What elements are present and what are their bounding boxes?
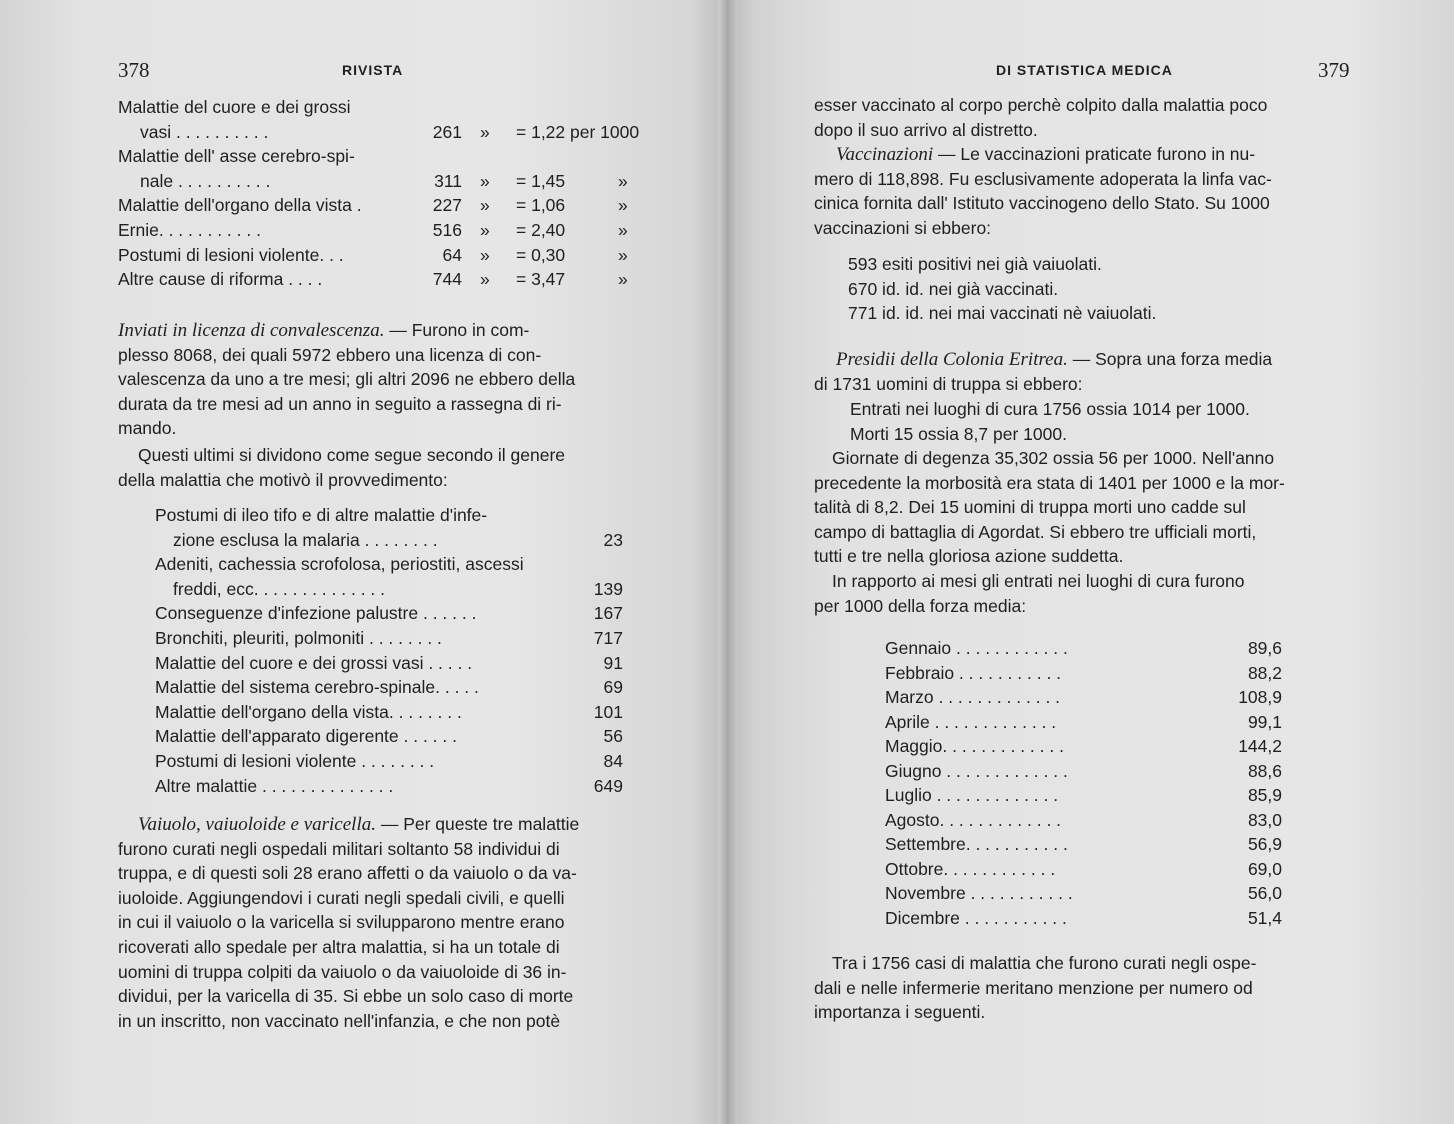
- list-item-label: zione esclusa la malaria . . . . . . . .: [173, 529, 438, 550]
- month-label: Settembre. . . . . . . . . . .: [885, 834, 1068, 854]
- table-cell-number: 744: [432, 269, 462, 290]
- table-cell-mark: »: [480, 269, 490, 290]
- para-line: plesso 8068, dei quali 5972 ebbero una licenza di con-: [118, 344, 542, 365]
- para-line: valescenza da uno a tre mesi; gli altri 2096 ne ebbero della: [118, 369, 576, 390]
- table-row: [885, 636, 1282, 661]
- table-cell-number: 516: [432, 219, 462, 240]
- table-cell-rate: = 1,45: [516, 170, 566, 191]
- table-cell-label: Ernie. . . . . . . . . . .: [118, 219, 261, 240]
- para-line: mando.: [118, 418, 177, 439]
- list-item-value: 56: [603, 726, 623, 747]
- table-cell-label: Malattie dell' asse cerebro-spi-: [118, 146, 355, 167]
- para-line: ricoverati allo spedale per altra malattia, si ha un totale di: [118, 936, 560, 957]
- list-item: Morti 15 ossia 8,7 per 1000.: [850, 423, 1067, 444]
- month-value: 99,1: [1247, 711, 1282, 732]
- month-label: Ottobre. . . . . . . . . . . .: [885, 858, 1056, 879]
- para-line: In rapporto ai mesi gli entrati nei luoghi di cura furono: [832, 570, 1245, 591]
- para-line: Tra i 1756 casi di malattia che furono curati negli ospe-: [832, 953, 1257, 973]
- month-value: 85,9: [1247, 785, 1282, 805]
- month-label: Aprile . . . . . . . . . . . . .: [885, 711, 1057, 732]
- para-line: vaccinazioni si ebbero:: [814, 217, 992, 238]
- para-esser-vaccinato: [814, 93, 1267, 142]
- table-cell-rate: = 0,30: [516, 244, 566, 265]
- list-item-label: Altre malattie . . . . . . . . . . . . . .: [155, 775, 394, 796]
- right-running-head: DI STATISTICA MEDICA: [996, 62, 1173, 78]
- list-item: [155, 774, 623, 799]
- table-cell-number: 227: [432, 195, 462, 216]
- table-row: [885, 685, 1282, 710]
- month-value: 56,0: [1247, 883, 1282, 903]
- table-row: [118, 193, 658, 218]
- para-line: importanza i seguenti.: [814, 1002, 986, 1023]
- list-item: [155, 626, 623, 651]
- table-row: [118, 144, 658, 169]
- list-item: [155, 601, 623, 626]
- para-line: in cui il vaiuolo o la varicella si svilupparono mentre erano: [118, 912, 565, 933]
- table-cell-mark: »: [480, 170, 490, 191]
- table-cell-number: 64: [442, 244, 462, 265]
- table-cell-label: Malattie dell'organo della vista .: [118, 195, 362, 216]
- para-line: [118, 318, 575, 343]
- table-row: [885, 808, 1282, 833]
- para-giornate: [814, 446, 1285, 618]
- table-cell-mark: »: [480, 195, 490, 216]
- list-item-value: 23: [603, 529, 623, 550]
- para-heading-italic: Presidii della Colonia Eritrea.: [836, 349, 1068, 370]
- para-line: precedente la morbosità era stata di 1401 per 1000 e la mor-: [814, 472, 1285, 493]
- table-row: [118, 95, 658, 120]
- para-heading-italic: Vaiuolo, vaiuoloide e varicella.: [138, 814, 376, 835]
- para-vaiuolo: [118, 812, 579, 1033]
- table-cell-label: Postumi di lesioni violente. . .: [118, 244, 344, 265]
- para-line-text: — Le vaccinazioni praticate furono in nu-: [933, 144, 1256, 164]
- table-cell-number: 261: [432, 121, 462, 142]
- para-line: esser vaccinato al corpo perchè colpito dalla malattia poco: [814, 95, 1268, 115]
- list-item-label: freddi, ecc. . . . . . . . . . . . . .: [173, 578, 386, 599]
- table-row: [885, 783, 1282, 808]
- para-line: talità di 8,2. Dei 15 uomini di truppa morti uno cadde sul: [814, 497, 1246, 518]
- table-cell-mark: »: [618, 219, 628, 240]
- para-line: in un inscritto, non vaccinato nell'infanzia, e che non potè: [118, 1010, 561, 1031]
- table-cell-mark: »: [618, 269, 628, 290]
- list-item-value: 84: [603, 750, 623, 771]
- table-cell-label: Altre cause di riforma . . . .: [118, 269, 323, 290]
- para-questi-ultimi: [118, 443, 565, 492]
- para-line: della malattia che motivò il provvedimento:: [118, 469, 448, 490]
- para-line: campo di battaglia di Agordat. Si ebbero tre ufficiali morti,: [814, 521, 1257, 542]
- month-value: 88,6: [1247, 760, 1282, 781]
- para-vaccinazioni: [814, 142, 1272, 240]
- para-heading-italic: Vaccinazioni: [836, 144, 934, 165]
- list-item: 670 id. id. nei già vaccinati.: [848, 278, 1059, 299]
- list-item-value: 649: [593, 775, 623, 796]
- para-line: dali e nelle infermerie meritano menzione per numero od: [814, 977, 1253, 998]
- month-value: 56,9: [1247, 834, 1282, 854]
- para-eritrea: [814, 347, 1272, 396]
- para-line: per 1000 della forza media:: [814, 595, 1027, 616]
- list-item-label: Postumi di lesioni violente . . . . . . . .: [155, 750, 435, 771]
- list-item-label: Bronchiti, pleuriti, polmoniti . . . . . . . .: [155, 627, 442, 648]
- table-cell-number: 311: [434, 170, 462, 191]
- list-item-value: 69: [603, 677, 623, 698]
- para-line: dopo il suo arrivo al distretto.: [814, 119, 1038, 140]
- right-page-number: 379: [1318, 58, 1350, 82]
- para-line: Questi ultimi si dividono come segue secondo il genere: [138, 445, 566, 465]
- para-line: durata da tre mesi ad un anno in seguito a rassegna di ri-: [118, 393, 562, 414]
- list-item: 771 id. id. nei mai vaccinati nè vaiuolati.: [848, 303, 1157, 324]
- month-label: Dicembre . . . . . . . . . . .: [885, 907, 1067, 928]
- list-item-label: Postumi di ileo tifo e di altre malattie d'infe-: [155, 505, 488, 525]
- table-row: [885, 832, 1282, 857]
- table-row: [118, 267, 658, 292]
- list-item: [155, 749, 623, 774]
- list-item: [155, 724, 623, 749]
- table-cell-mark: »: [618, 195, 628, 216]
- list-item-label: Adeniti, cachessia scrofolosa, periostiti, ascessi: [155, 554, 524, 575]
- table-cell-label: nale . . . . . . . . . .: [140, 170, 271, 191]
- table-cell-rate: = 3,47: [516, 269, 566, 290]
- left-running-head: RIVISTA: [342, 62, 404, 78]
- para-line: [814, 347, 1272, 372]
- list-item-value: 91: [603, 652, 623, 673]
- month-value: 83,0: [1247, 809, 1282, 830]
- para-line: uomini di truppa colpiti da vaiuolo o da vaiuoloide di 36 in-: [118, 961, 567, 982]
- list-item: [155, 700, 623, 725]
- month-value: 51,4: [1247, 907, 1282, 928]
- table-cell-label: vasi . . . . . . . . . .: [140, 121, 269, 142]
- list-item-value: 139: [593, 578, 623, 599]
- para-tra-i: [814, 951, 1256, 1025]
- book-gutter: [718, 0, 738, 1124]
- vaccination-results: [848, 252, 1156, 326]
- list-item-label: Malattie dell'apparato digerente . . . . . .: [155, 726, 457, 747]
- table-row: [118, 218, 658, 243]
- para-line: Giornate di degenza 35,302 ossia 56 per 1000. Nell'anno: [832, 448, 1275, 468]
- para-line: tutti e tre nella gloriosa azione suddetta.: [814, 546, 1124, 567]
- table-cell-mark: »: [480, 244, 490, 265]
- month-value: 88,2: [1247, 662, 1282, 683]
- list-item: [155, 528, 623, 553]
- list-item: [155, 651, 623, 676]
- month-label: Maggio. . . . . . . . . . . . .: [885, 736, 1064, 756]
- monthly-table: [885, 636, 1282, 930]
- month-value: 89,6: [1247, 638, 1282, 658]
- list-item-label: Malattie del cuore e dei grossi vasi . . . . .: [155, 652, 473, 673]
- table-row: [885, 710, 1282, 735]
- table-row: [885, 857, 1282, 882]
- table-cell-mark: »: [480, 121, 490, 142]
- month-label: Febbraio . . . . . . . . . . .: [885, 662, 1062, 683]
- list-item-value: 717: [593, 627, 623, 648]
- para-line: mero di 118,898. Fu esclusivamente adoperata la linfa vac-: [814, 168, 1272, 189]
- para-line-text: — Per queste tre malattie: [375, 814, 580, 834]
- list-item-label: Malattie del sistema cerebro-spinale. . . . .: [155, 677, 479, 698]
- table-cell-mark: »: [618, 170, 628, 191]
- para-line-text: — Furono in com-: [384, 320, 530, 340]
- list-item: Entrati nei luoghi di cura 1756 ossia 1014 per 1000.: [850, 399, 1250, 419]
- table-cell-label: Malattie del cuore e dei grossi: [118, 97, 351, 117]
- list-item: [155, 503, 623, 528]
- para-line: iuoloide. Aggiungendovi i curati negli spedali civili, e quelli: [118, 887, 565, 908]
- table-row: [118, 169, 658, 194]
- list-item-label: Conseguenze d'infezione palustre . . . . . .: [155, 603, 477, 624]
- month-label: Gennaio . . . . . . . . . . . .: [885, 638, 1068, 658]
- para-line: cinica fornita dall' Istituto vaccinogeno dello Stato. Su 1000: [814, 193, 1270, 214]
- list-item-value: 101: [593, 701, 623, 722]
- table-cell-mark: »: [618, 244, 628, 265]
- para-line: di 1731 uomini di truppa si ebbero:: [814, 373, 1083, 394]
- table-cell-rate: = 1,06: [516, 195, 566, 216]
- table-row: [118, 120, 658, 145]
- list-item: [155, 675, 623, 700]
- table-cell-mark: »: [480, 219, 490, 240]
- month-label: Agosto. . . . . . . . . . . . .: [885, 809, 1062, 830]
- para-line: [118, 812, 579, 837]
- month-value: 144,2: [1238, 736, 1282, 756]
- table-row: [885, 661, 1282, 686]
- eritrea-stats: [850, 397, 1250, 446]
- month-label: Marzo . . . . . . . . . . . . .: [885, 687, 1061, 707]
- table-row: [885, 881, 1282, 906]
- table-cell-rate: = 2,40: [516, 219, 566, 240]
- table-cell-rate: = 1,22 per 1000: [516, 121, 640, 142]
- para-line: furono curati negli ospedali militari soltanto 58 individui di: [118, 838, 560, 859]
- para-heading-italic: Inviati in licenza di convalescenza.: [118, 320, 385, 341]
- month-label: Giugno . . . . . . . . . . . . .: [885, 760, 1068, 781]
- list-item-value: 167: [593, 603, 623, 624]
- para-line: [814, 142, 1272, 167]
- list-item: [155, 577, 623, 602]
- para-line: truppa, e di questi soli 28 erano affetti o da vaiuolo o da va-: [118, 863, 577, 884]
- table-row: [885, 759, 1282, 784]
- left-page-number: 378: [118, 58, 150, 82]
- table-row: [885, 734, 1282, 759]
- table-row: [118, 243, 658, 268]
- list-item-label: Malattie dell'organo della vista. . . . . . . .: [155, 701, 462, 722]
- list-item: [155, 552, 623, 577]
- list-item: 593 esiti positivi nei già vaiuolati.: [848, 254, 1102, 274]
- table-row: [885, 906, 1282, 931]
- disease-list: [155, 503, 623, 798]
- para-line: dividui, per la varicella di 35. Si ebbe un solo caso di morte: [118, 986, 574, 1007]
- month-label: Luglio . . . . . . . . . . . . .: [885, 785, 1059, 805]
- para-convalescenza: [118, 318, 575, 441]
- month-value: 108,9: [1238, 687, 1282, 707]
- reform-table: [118, 95, 658, 292]
- para-line-text: — Sopra una forza media: [1067, 349, 1273, 369]
- month-value: 69,0: [1247, 858, 1282, 879]
- month-label: Novembre . . . . . . . . . . .: [885, 883, 1073, 903]
